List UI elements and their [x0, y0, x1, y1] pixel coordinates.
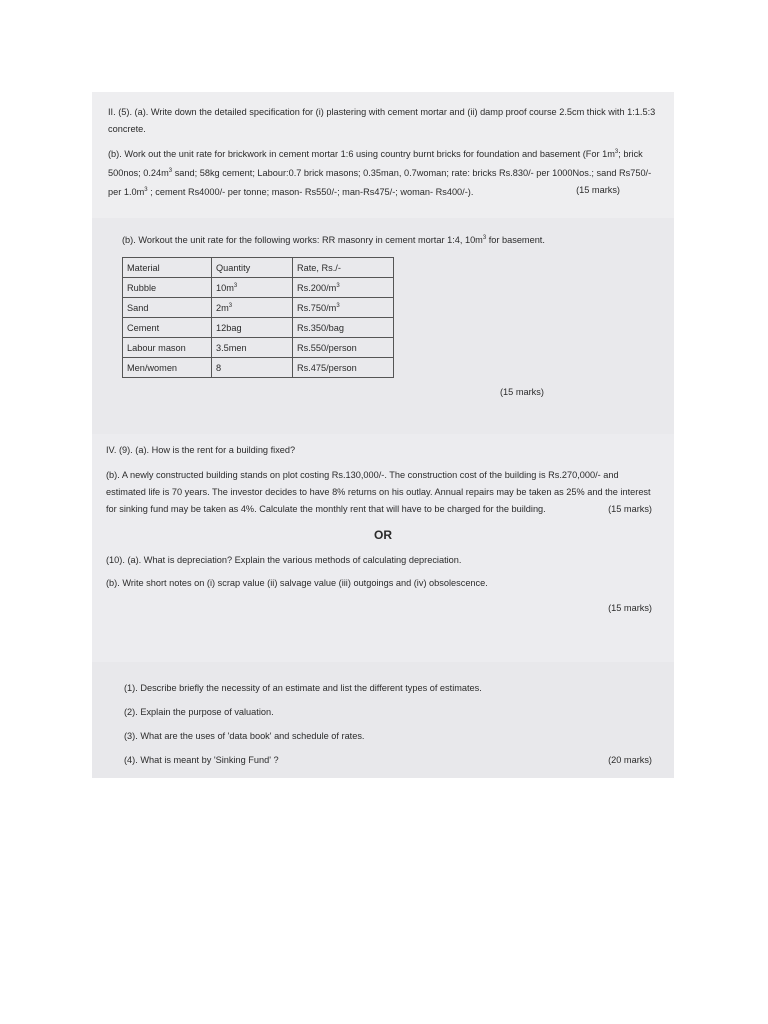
question-rr-masonry-block: [92, 218, 674, 434]
question-9a: IV. (9). (a). How is the rent for a building fixed?: [106, 445, 296, 455]
question-10b: (b). Write short notes on (i) scrap value (ii) salvage value (iii) outgoings and (iv) obsolescence.: [106, 578, 488, 588]
short-questions-block: [92, 662, 674, 778]
rate-table: [122, 257, 394, 378]
question-9b: (b). A newly constructed building stands on plot costing Rs.130,000/-. The construction cost of the building is Rs.270,000/- and estimated life is 70 years. The investor decides to have 8% returns on his outlay. Annual repairs may be taken as 25% and the interest for sinking fund may be taken as 4%. Calculate the monthly rent that will have to be charged for the building. (15 marks): [106, 467, 660, 518]
table-cell: $2m^3$: [212, 298, 293, 318]
table-row: [123, 318, 394, 338]
question-5b: (b). Work out the unit rate for brickwork in cement mortar 1:6 using country burnt bricks for foundation and basement (For $1m^3$; brick 500nos; $0.24m^3$ sand; 58kg cement; Labour:0.7 brick masons; 0.35man, 0.7woman; rate: bricks Rs.830/- per 1000Nos.; sand Rs750/- per $1.0m^3$ ; cement Rs4000/- per tonne; mason- Rs550/-; man-Rs475/-; woman- Rs400/-). (15 marks): [108, 149, 652, 198]
table-cell: $10m^3$: [212, 278, 293, 298]
table-row: [123, 278, 394, 298]
table-cell: Rs.475/person: [293, 358, 394, 378]
table-row: [123, 338, 394, 358]
table-header-cell: Rate, Rs./-: [293, 258, 394, 278]
marks-label: (15 marks): [608, 504, 652, 514]
table-cell: Cement: [123, 318, 212, 338]
table-cell: Rs.350/bag: [293, 318, 394, 338]
question-rr-masonry: (b). Workout the unit rate for the following works: RR masonry in cement mortar 1:4, $10m^3$ for basement.: [122, 235, 545, 246]
table-cell: 12bag: [212, 318, 293, 338]
table-header-cell: Quantity: [212, 258, 293, 278]
table-cell: Sand: [123, 298, 212, 318]
marks-label: (15 marks): [608, 603, 652, 613]
marks-label: (15 marks): [576, 185, 620, 196]
table-cell: $Rs.200/m^3$: [293, 278, 394, 298]
table-cell: $Rs.750/m^3$: [293, 298, 394, 318]
or-divider: OR: [374, 528, 392, 542]
table-header-cell: Material: [123, 258, 212, 278]
table-row: [123, 298, 394, 318]
question-3: (3). What are the uses of 'data book' and schedule of rates.: [124, 731, 365, 741]
table-cell: Men/women: [123, 358, 212, 378]
question-9-10-block: [92, 434, 674, 662]
question-2: (2). Explain the purpose of valuation.: [124, 707, 274, 717]
table-cell: 8: [212, 358, 293, 378]
table-header-row: [123, 258, 394, 278]
table-row: [123, 358, 394, 378]
question-4: (4). What is meant by 'Sinking Fund' ? (20 marks): [124, 748, 660, 772]
table-cell: Rs.550/person: [293, 338, 394, 358]
table-cell: Rubble: [123, 278, 212, 298]
table-cell: 3.5men: [212, 338, 293, 358]
marks-label: (20 marks): [608, 755, 652, 765]
question-10a: (10). (a). What is depreciation? Explain the various methods of calculating depreciation.: [106, 555, 462, 565]
table-cell: Labour mason: [123, 338, 212, 358]
question-5a: II. (5). (a). Write down the detailed specification for (i) plastering with cement mortar and (ii) damp proof course 2.5cm thick with 1:1.5:3 concrete.: [108, 107, 656, 134]
question-1: (1). Describe briefly the necessity of an estimate and list the different types of estimates.: [124, 683, 482, 693]
marks-label: (15 marks): [500, 387, 544, 398]
question-5-block: [92, 92, 674, 218]
